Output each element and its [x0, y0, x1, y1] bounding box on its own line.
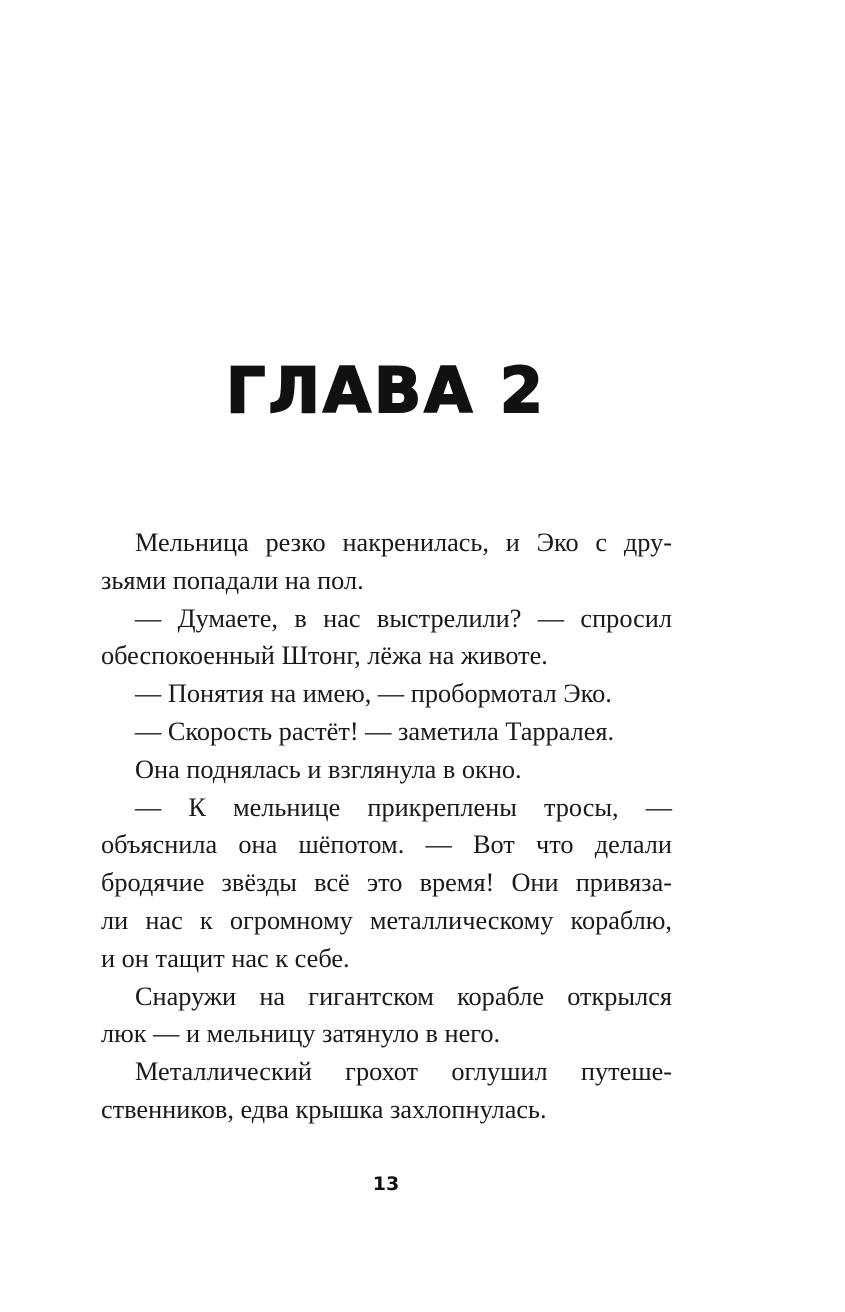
text-line: люк — и мельницу затянуло в него.	[101, 1019, 501, 1049]
text-line: зьями попадали на пол.	[101, 565, 364, 595]
page-number: 13	[372, 1173, 400, 1195]
chapter-body	[101, 524, 672, 1129]
text-line: — Думаете, в нас выстрелили? — спросил	[135, 603, 672, 633]
text-line: Снаружи на гигантском корабле открылся	[135, 981, 672, 1011]
text-line: объяснила она шёпотом. — Вот что делали	[101, 830, 672, 860]
text-line: Мельница резко накренилась, и Эко с дру-	[135, 528, 672, 557]
text-line: — Понятия на имею, — пробормотал Эко.	[135, 679, 612, 709]
text-line: Металлический грохот оглушил путеше-	[135, 1057, 672, 1087]
text-line: Она поднялась и взглянула в окно.	[135, 754, 522, 784]
text-line: бродячие звёзды всё это время! Они привяза-	[101, 868, 672, 898]
chapter-title: ГЛАВА 2	[226, 354, 546, 427]
text-line: — К мельнице прикреплены тросы, —	[135, 792, 672, 822]
text-line: и он тащит нас к себе.	[101, 943, 350, 973]
text-line: ственников, едва крышка захлопнулась.	[101, 1094, 547, 1124]
text-line: — Скорость растёт! — заметила Тарралея.	[135, 716, 615, 746]
text-line: обеспокоенный Штонг, лёжа на животе.	[101, 641, 548, 671]
text-line: ли нас к огромному металлическому кораблю,	[101, 905, 672, 935]
